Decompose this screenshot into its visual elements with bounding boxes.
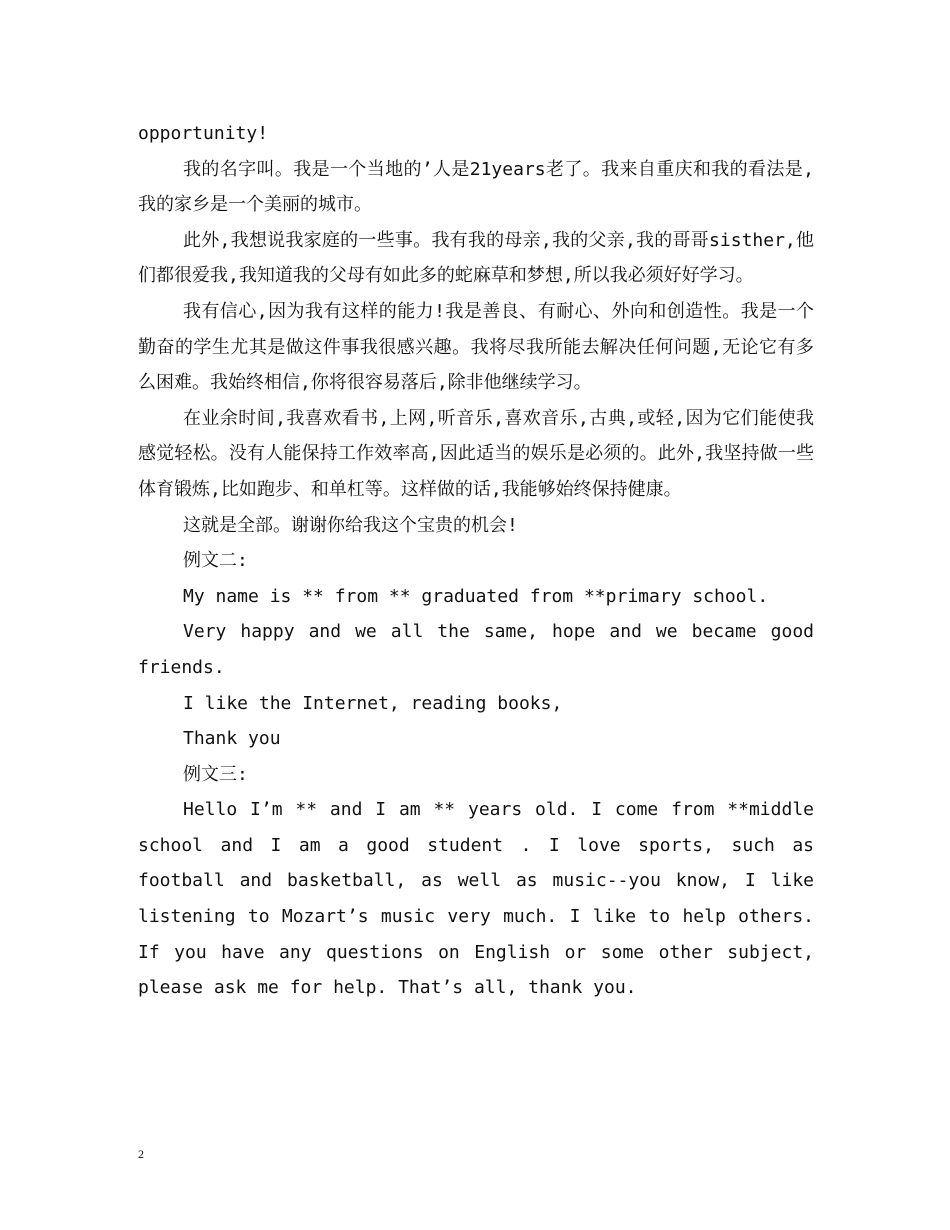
paragraph-example-two-name: My name is ** from ** graduated from **primary school. (183, 585, 769, 607)
paragraph-family: 此外,我想说我家庭的一些事。我有我的母亲,我的父亲,我的哥哥sisther,他们都很爱我,我知道我的父母有如此多的蛇麻草和梦想,所以我必须好好学习。 (138, 229, 814, 287)
paragraph-example-two-likes: I like the Internet, reading books, (183, 692, 563, 714)
paragraph-opportunity: opportunity! (138, 123, 269, 144)
paragraph-hobbies: 在业余时间,我喜欢看书,上网,听音乐,喜欢音乐,古典,或轻,因为它们能使我感觉轻松。没有人能保持工作效率高,因此适当的娱乐是必须的。此外,我坚持做一些体育锻炼,比如跑步、和单杠等。这样做的话,我能够始终保持健康。 (138, 407, 814, 500)
document-body (138, 116, 814, 1006)
paragraph-confidence: 我有信心,因为我有这样的能力!我是善良、有耐心、外向和创造性。我是一个勤奋的学生尤其是做这件事我很感兴趣。我将尽我所能去解决任何问题,无论它有多么困难。我始终相信,你将很容易落后,除非他继续学习。 (138, 300, 814, 394)
page-number: 2 (138, 1147, 144, 1161)
heading-example-three: 例文三: (183, 763, 248, 785)
paragraph-example-three: Hello I’m ** and I am ** years old. I come from **middle school and I am a good student . I love sports, such as football and basketball, as well as music--you know, I like listening to Mozart’s music very much. I like to help others. If you have any questions on English or some other subject, please ask me for help. That’s all, thank you. (138, 799, 814, 999)
paragraph-self-intro-name: 我的名字叫。我是一个当地的’人是21years老了。我来自重庆和我的看法是,我的家乡是一个美丽的城市。 (138, 158, 814, 216)
paragraph-closing: 这就是全部。谢谢你给我这个宝贵的机会! (183, 514, 518, 536)
heading-example-two: 例文二: (183, 550, 248, 572)
paragraph-example-two-friends: Very happy and we all the same, hope and we became good friends. (138, 621, 814, 678)
paragraph-example-two-thanks: Thank you (183, 728, 281, 750)
